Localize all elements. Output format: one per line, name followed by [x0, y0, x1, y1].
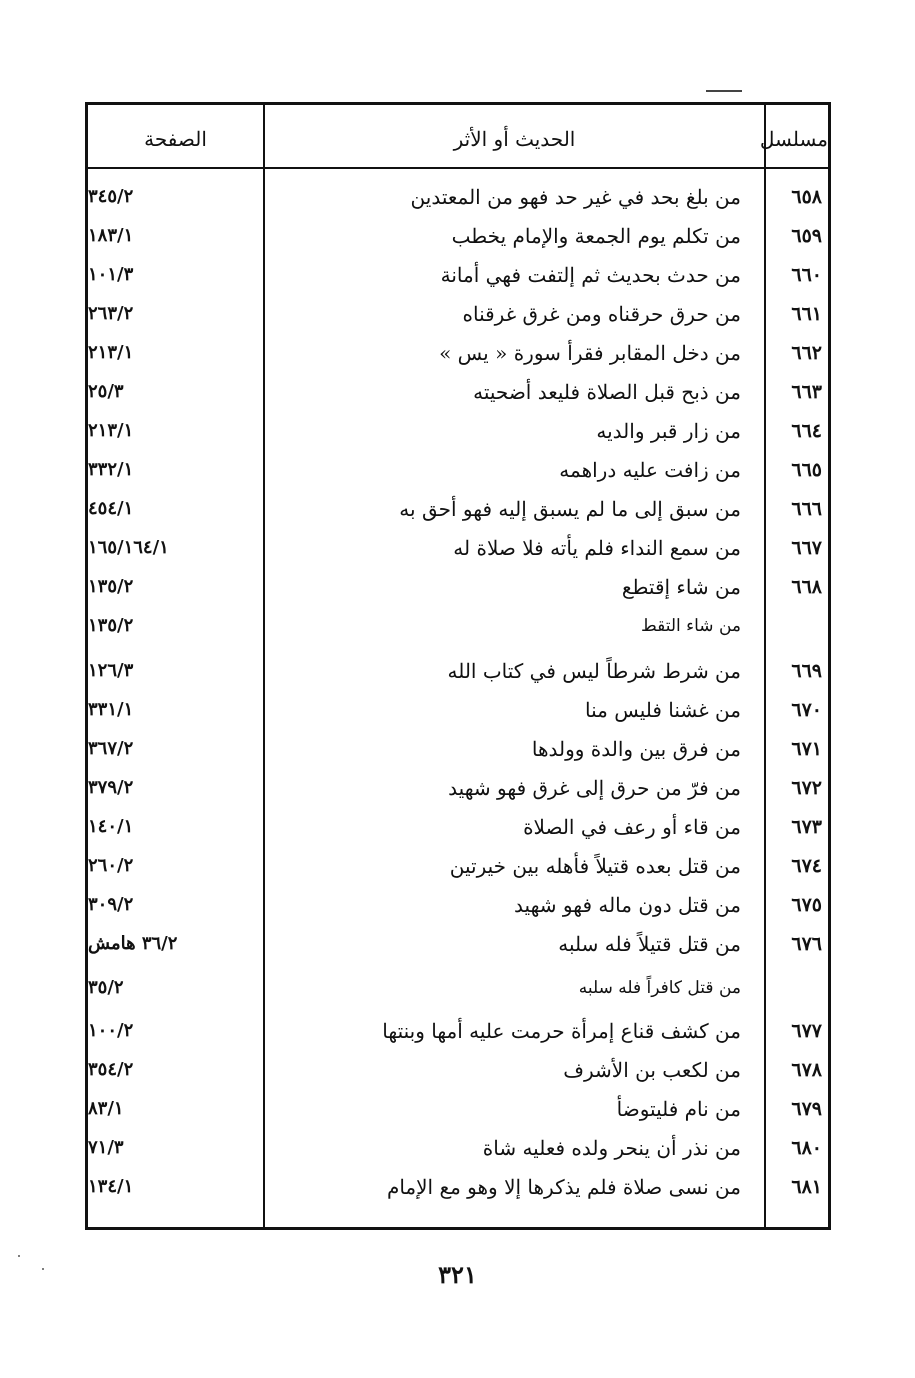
table-row	[88, 567, 828, 607]
row-serial: ٦٦٣	[791, 381, 822, 403]
header-serial: مسلسل	[759, 127, 828, 151]
row-serial	[766, 968, 822, 1008]
row-page: ١٦٥/١٦٤/١	[88, 537, 169, 558]
row-serial: ٦٧٦	[791, 933, 822, 955]
row-hadith: من قتل قتيلاً فله سلبه	[558, 932, 741, 956]
table-row	[88, 885, 828, 925]
row-page: ٣٠٩/٢	[88, 894, 134, 915]
table-row	[88, 807, 828, 847]
row-page: ٢٥/٣	[88, 381, 124, 402]
row-hadith: من لكعب بن الأشرف	[563, 1058, 741, 1082]
page-number: ٣٢١	[438, 1260, 477, 1289]
row-serial: ٦٧٤	[791, 855, 822, 877]
hadith-index-table	[85, 102, 831, 1230]
row-serial: ٦٧٢	[791, 777, 822, 799]
table-row	[88, 1128, 828, 1168]
table-row	[88, 216, 828, 256]
row-hadith: من قاء أو رعف في الصلاة	[523, 815, 741, 839]
row-page: ٣٧٩/٢	[88, 777, 134, 798]
row-hadith: من شاء إقتطع	[621, 575, 741, 599]
row-serial: ٦٧٠	[791, 699, 822, 721]
table-row	[88, 924, 828, 964]
row-serial: ٦٦٢	[791, 342, 822, 364]
row-page: ٢٦٠/٢	[88, 855, 134, 876]
table-row	[88, 1050, 828, 1090]
table-row	[88, 651, 828, 691]
row-page: ٢١٣/١	[88, 420, 134, 441]
row-page: ١٣٤/١	[88, 1176, 134, 1197]
row-page: ١٠٠/٢	[88, 1020, 134, 1041]
row-serial: ٦٧٣	[791, 816, 822, 838]
row-serial: ٦٦٧	[791, 537, 822, 559]
row-page: ١٢٦/٣	[88, 660, 134, 681]
table-row	[88, 450, 828, 490]
row-page: ٣٦/٢ هامش	[88, 933, 178, 954]
row-serial	[766, 606, 822, 646]
row-hadith: من شرط شرطاً ليس في كتاب الله	[447, 659, 741, 683]
table-row	[88, 690, 828, 730]
table-row	[88, 294, 828, 334]
table-row	[88, 489, 828, 529]
row-serial: ٦٧٧	[791, 1020, 822, 1042]
table-row	[88, 528, 828, 568]
row-page: ٨٣/١	[88, 1098, 124, 1119]
header-page: الصفحة	[144, 127, 207, 151]
row-serial: ٦٦٠	[791, 264, 822, 286]
row-serial: ٦٦٩	[791, 660, 822, 682]
top-dash-mark	[706, 90, 742, 92]
row-hadith: من نام فليتوضأ	[616, 1097, 741, 1121]
row-hadith: من غشنا فليس منا	[585, 698, 741, 722]
row-hadith: من ذبح قبل الصلاة فليعد أضحيته	[473, 380, 741, 404]
row-hadith: من بلغ بحد في غير حد فهو من المعتدين	[410, 185, 741, 209]
row-serial: ٦٥٨	[791, 186, 822, 208]
row-hadith: من شاء التقط	[640, 616, 741, 636]
table-row	[88, 177, 828, 217]
row-serial: ٦٥٩	[791, 225, 822, 247]
row-hadith: من سمع النداء فلم يأته فلا صلاة له	[453, 536, 741, 560]
row-page: ٢٦٣/٢	[88, 303, 134, 324]
row-serial: ٦٧٨	[791, 1059, 822, 1081]
row-page: ١٠١/٣	[88, 264, 134, 285]
row-page: ٣٣١/١	[88, 699, 134, 720]
row-serial: ٦٦٤	[791, 420, 822, 442]
row-serial: ٦٦٥	[791, 459, 822, 481]
row-serial: ٦٦١	[791, 303, 822, 325]
table-row	[88, 846, 828, 886]
row-hadith: من سبق إلى ما لم يسبق إليه فهو أحق به	[399, 497, 741, 521]
table-row	[88, 1167, 828, 1207]
row-hadith: من زافت عليه دراهمه	[559, 458, 741, 482]
row-serial: ٦٦٨	[791, 576, 822, 598]
table-row	[88, 411, 828, 451]
row-hadith: من دخل المقابر فقرأ سورة « يس »	[439, 341, 741, 365]
row-page: ٤٥٤/١	[88, 498, 134, 519]
table-row-sub	[88, 606, 828, 646]
row-hadith: من فرق بين والدة وولدها	[531, 737, 741, 761]
row-page: ١٣٥/٢	[88, 576, 134, 597]
row-hadith: من زار قبر والديه	[596, 419, 741, 443]
row-page: ٣٥/٢	[88, 977, 124, 998]
row-page: ١٤٠/١	[88, 816, 134, 837]
row-page: ٧١/٣	[88, 1137, 124, 1158]
header-rule	[88, 167, 828, 169]
row-serial: ٦٦٦	[791, 498, 822, 520]
row-hadith: من كشف قناع إمرأة حرمت عليه أمها وبنتها	[382, 1019, 741, 1043]
row-hadith: من قتل كافراً فله سلبه	[578, 978, 741, 998]
row-hadith: من حرق حرقناه ومن غرق غرقناه	[462, 302, 741, 326]
row-serial: ٦٧١	[791, 738, 822, 760]
row-page: ١٨٣/١	[88, 225, 134, 246]
row-hadith: من فرّ من حرق إلى غرق فهو شهيد	[448, 776, 741, 800]
table-row	[88, 333, 828, 373]
row-page: ١٣٥/٢	[88, 615, 134, 636]
row-page: ٣٤٥/٢	[88, 186, 134, 207]
table-row	[88, 1089, 828, 1129]
row-page: ٣٦٧/٢	[88, 738, 134, 759]
row-serial: ٦٧٩	[791, 1098, 822, 1120]
row-hadith: من قتل دون ماله فهو شهيد	[514, 893, 741, 917]
row-page: ٢١٣/١	[88, 342, 134, 363]
table-row	[88, 729, 828, 769]
row-hadith: من نسى صلاة فلم يذكرها إلا وهو مع الإمام	[386, 1175, 741, 1199]
table-row	[88, 372, 828, 412]
row-hadith: من حدث بحديث ثم إلتفت فهي أمانة	[440, 263, 741, 287]
row-serial: ٦٧٥	[791, 894, 822, 916]
row-serial: ٦٨١	[791, 1176, 822, 1198]
scan-speck	[18, 1255, 20, 1257]
row-page: ٣٣٢/١	[88, 459, 134, 480]
row-hadith: من نذر أن ينحر ولده فعليه شاة	[482, 1136, 741, 1160]
table-row	[88, 255, 828, 295]
table-row	[88, 1011, 828, 1051]
row-hadith: من تكلم يوم الجمعة والإمام يخطب	[451, 224, 741, 248]
row-serial: ٦٨٠	[791, 1137, 822, 1159]
table-row-sub	[88, 968, 828, 1008]
scan-speck	[42, 1268, 44, 1270]
row-page: ٣٥٤/٢	[88, 1059, 134, 1080]
table-row	[88, 768, 828, 808]
header-hadith: الحديث أو الأثر	[453, 127, 576, 151]
row-hadith: من قتل بعده قتيلاً فأهله بين خيرتين	[449, 854, 741, 878]
